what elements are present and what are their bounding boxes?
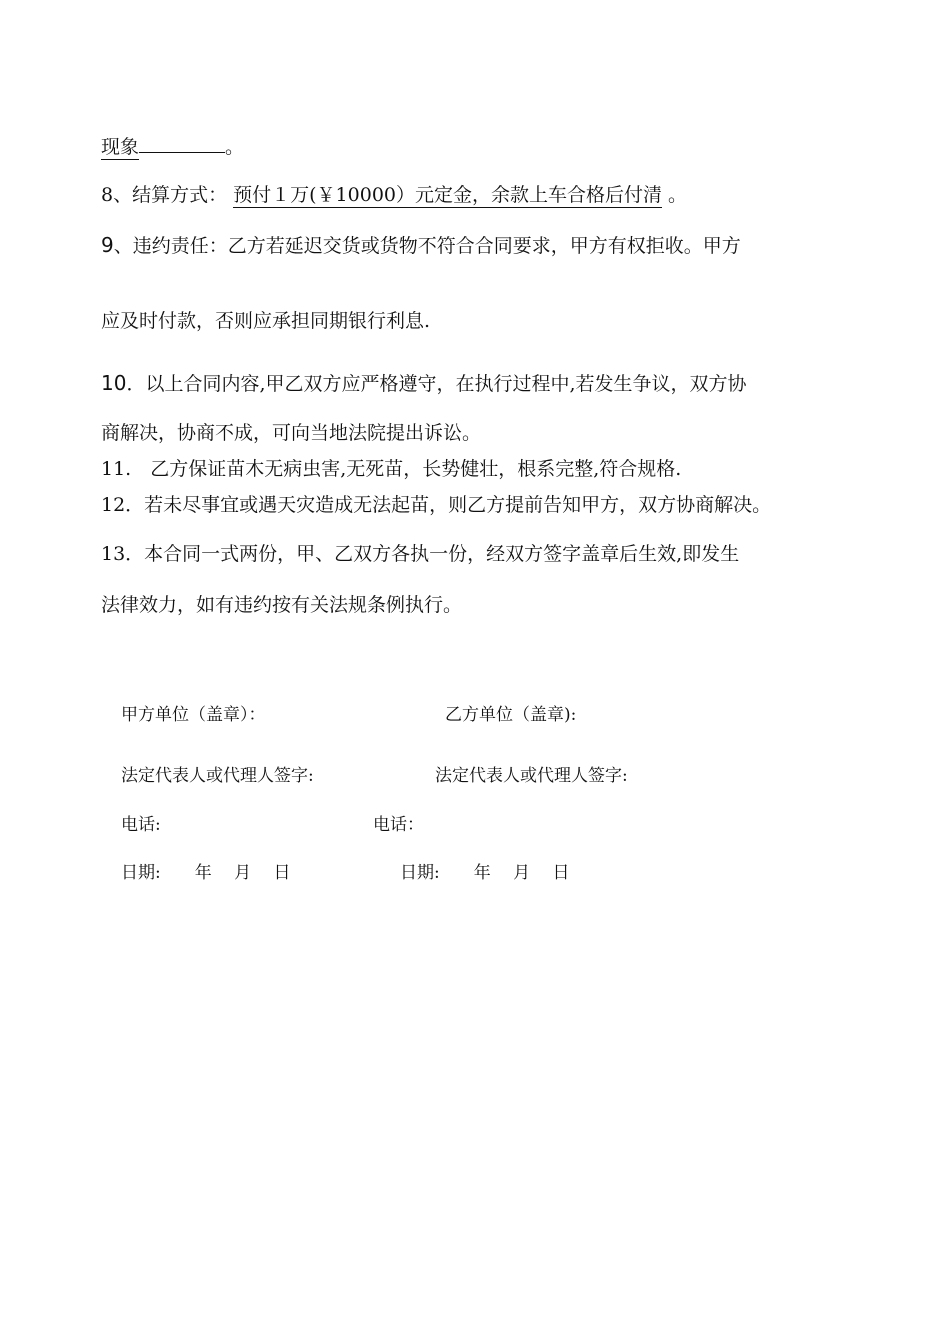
clause-9-number: 9 — [101, 233, 114, 257]
party-a-unit-label: 甲方单位（盖章）： — [121, 705, 266, 725]
clause-9-line-1 — [101, 235, 741, 256]
clause-8-filled-value: 预付１万(￥10000）元定金，余款上车合格后付清 — [233, 184, 662, 206]
party-b-rep-label: 法定代表人或代理人签字: — [435, 766, 628, 786]
clause-10-line-2: 商解决，协商不成，可向当地法院提出诉讼。 — [101, 422, 482, 444]
party-b-phone-label: 电话： — [373, 815, 424, 835]
clause-8-label: 8、结算方式： — [101, 184, 228, 206]
clause-7-text: 现象 — [101, 136, 140, 158]
clause-11: 11. 乙方保证苗木无病虫害,无死苗，长势健壮，根系完整,符合规格. — [101, 458, 682, 480]
clause-7-blank — [139, 134, 225, 153]
party-a-phone-label: 电话: — [121, 815, 161, 835]
clause-13-line-2: 法律效力，如有违约按有关法规条例执行。 — [101, 594, 463, 616]
clause-9-line-2: 应及时付款，否则应承担同期银行利息. — [101, 310, 431, 332]
clause-10-line-1 — [101, 373, 747, 394]
clause-7-tail — [101, 134, 244, 157]
party-a-date-label: 日期: 年 月 日 — [121, 863, 291, 883]
clause-12: 12．若未尽事宜或遇天灾造成无法起苗，则乙方提前告知甲方，双方协商解决。 — [101, 494, 772, 516]
clause-7-end: 。 — [225, 136, 245, 158]
clause-8-end: 。 — [668, 184, 688, 206]
clause-9-text-1: 、违约责任：乙方若延迟交货或货物不符合合同要求，甲方有权拒收。甲方 — [113, 235, 741, 257]
clause-8 — [101, 186, 687, 205]
party-a-rep-label: 法定代表人或代理人签字: — [121, 766, 314, 786]
clause-10-number: 10 — [101, 371, 127, 395]
party-b-date-label: 日期: 年 月 日 — [400, 863, 570, 883]
clause-13-line-1: 13．本合同一式两份，甲、乙双方各执一份，经双方签字盖章后生效,即发生 — [101, 543, 740, 565]
clause-10-text-1: ．以上合同内容,甲乙双方应严格遵守，在执行过程中,若发生争议，双方协 — [126, 373, 747, 395]
party-b-unit-label: 乙方单位（盖章): — [445, 705, 577, 725]
